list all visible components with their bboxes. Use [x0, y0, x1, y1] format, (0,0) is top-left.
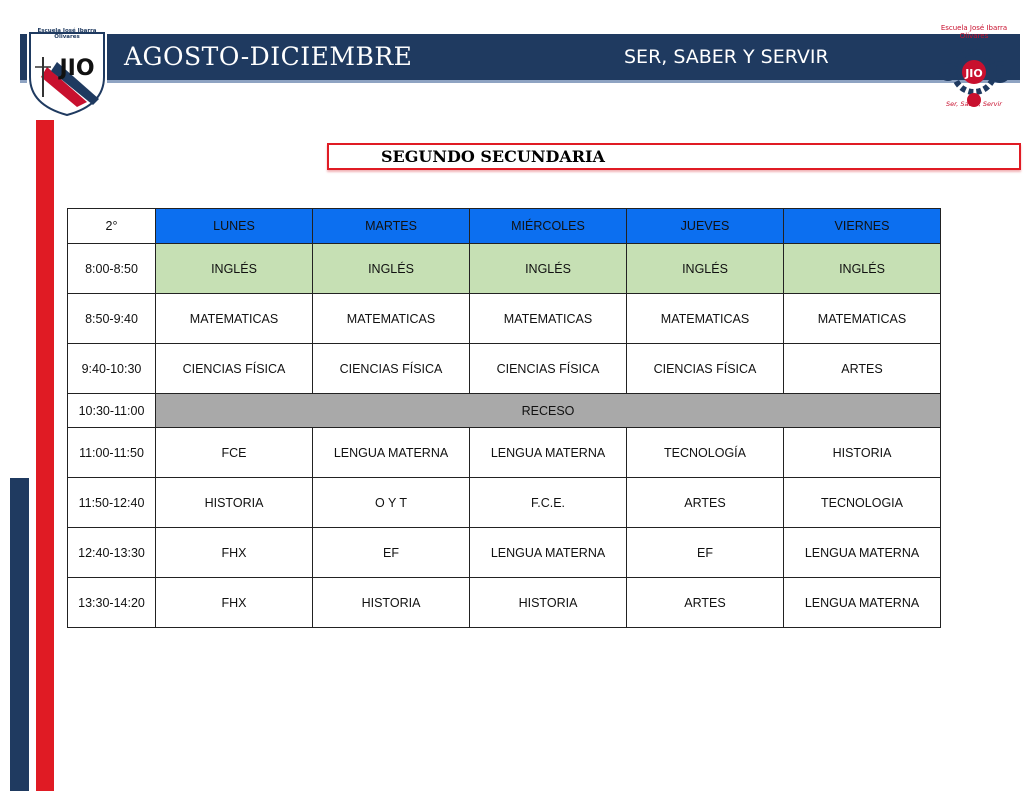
schedule-table	[67, 208, 941, 628]
subject-cell: INGLÉS	[784, 244, 941, 294]
subject-cell: FHX	[156, 578, 313, 628]
subject-cell: INGLÉS	[627, 244, 784, 294]
day-header-wednesday: MIÉRCOLES	[470, 209, 627, 244]
subject-cell: INGLÉS	[156, 244, 313, 294]
school-logo-left	[27, 27, 107, 117]
subject-cell: CIENCIAS FÍSICA	[313, 344, 470, 394]
day-header-monday: LUNES	[156, 209, 313, 244]
day-header-friday: VIERNES	[784, 209, 941, 244]
table-row	[68, 294, 941, 344]
subject-cell: EF	[313, 528, 470, 578]
subject-cell: CIENCIAS FÍSICA	[156, 344, 313, 394]
header-motto: SER, SABER Y SERVIR	[624, 46, 829, 68]
table-header-row	[68, 209, 941, 244]
logo-right-caption-bottom: Ser, Saber, Servir	[946, 100, 1002, 108]
time-cell: 13:30-14:20	[68, 578, 156, 628]
day-header-thursday: JUEVES	[627, 209, 784, 244]
subject-cell: O Y T	[313, 478, 470, 528]
subject-cell: ARTES	[627, 478, 784, 528]
subject-cell: MATEMATICAS	[470, 294, 627, 344]
grade-corner-cell: 2°	[68, 209, 156, 244]
subject-cell: TECNOLOGÍA	[627, 428, 784, 478]
subject-cell: TECNOLOGIA	[784, 478, 941, 528]
table-row	[68, 478, 941, 528]
time-cell: 11:00-11:50	[68, 428, 156, 478]
subject-cell: CIENCIAS FÍSICA	[470, 344, 627, 394]
subject-cell: MATEMATICAS	[313, 294, 470, 344]
subject-cell: CIENCIAS FÍSICA	[627, 344, 784, 394]
day-header-tuesday: MARTES	[313, 209, 470, 244]
shield-logo-icon	[27, 27, 107, 117]
subject-cell: MATEMATICAS	[627, 294, 784, 344]
subject-cell: INGLÉS	[470, 244, 627, 294]
subject-cell: HISTORIA	[313, 578, 470, 628]
blue-side-bar	[10, 478, 29, 791]
logo-left-caption: Escuela José Ibarra Olivares	[37, 28, 97, 40]
recess-cell: RECESO	[156, 394, 941, 428]
subject-cell: EF	[627, 528, 784, 578]
table-row	[68, 244, 941, 294]
time-cell: 8:50-9:40	[68, 294, 156, 344]
time-cell: 11:50-12:40	[68, 478, 156, 528]
subject-cell: F.C.E.	[470, 478, 627, 528]
grade-label: SEGUNDO SECUNDARIA	[381, 147, 605, 166]
page-title: AGOSTO-DICIEMBRE	[124, 42, 413, 71]
table-row	[68, 528, 941, 578]
logo-right-caption-top: Escuela José Ibarra Olivares	[940, 24, 1008, 40]
subject-cell: MATEMATICAS	[784, 294, 941, 344]
subject-cell: MATEMATICAS	[156, 294, 313, 344]
subject-cell: LENGUA MATERNA	[313, 428, 470, 478]
subject-cell: INGLÉS	[313, 244, 470, 294]
subject-cell: HISTORIA	[470, 578, 627, 628]
subject-cell: LENGUA MATERNA	[784, 578, 941, 628]
recess-row	[68, 394, 941, 428]
subject-cell: FCE	[156, 428, 313, 478]
subject-cell: LENGUA MATERNA	[470, 428, 627, 478]
subject-cell: HISTORIA	[784, 428, 941, 478]
table-row	[68, 344, 941, 394]
time-cell: 9:40-10:30	[68, 344, 156, 394]
subject-cell: LENGUA MATERNA	[470, 528, 627, 578]
subject-cell: ARTES	[784, 344, 941, 394]
subject-cell: FHX	[156, 528, 313, 578]
recess-time-cell: 10:30-11:00	[68, 394, 156, 428]
time-cell: 8:00-8:50	[68, 244, 156, 294]
logo-left-monogram: JIO	[59, 56, 95, 81]
time-cell: 12:40-13:30	[68, 528, 156, 578]
table-row	[68, 428, 941, 478]
subject-cell: ARTES	[627, 578, 784, 628]
subject-cell: LENGUA MATERNA	[784, 528, 941, 578]
red-side-bar	[36, 120, 54, 791]
logo-right-monogram: JIO	[965, 67, 983, 80]
table-row	[68, 578, 941, 628]
subject-cell: HISTORIA	[156, 478, 313, 528]
